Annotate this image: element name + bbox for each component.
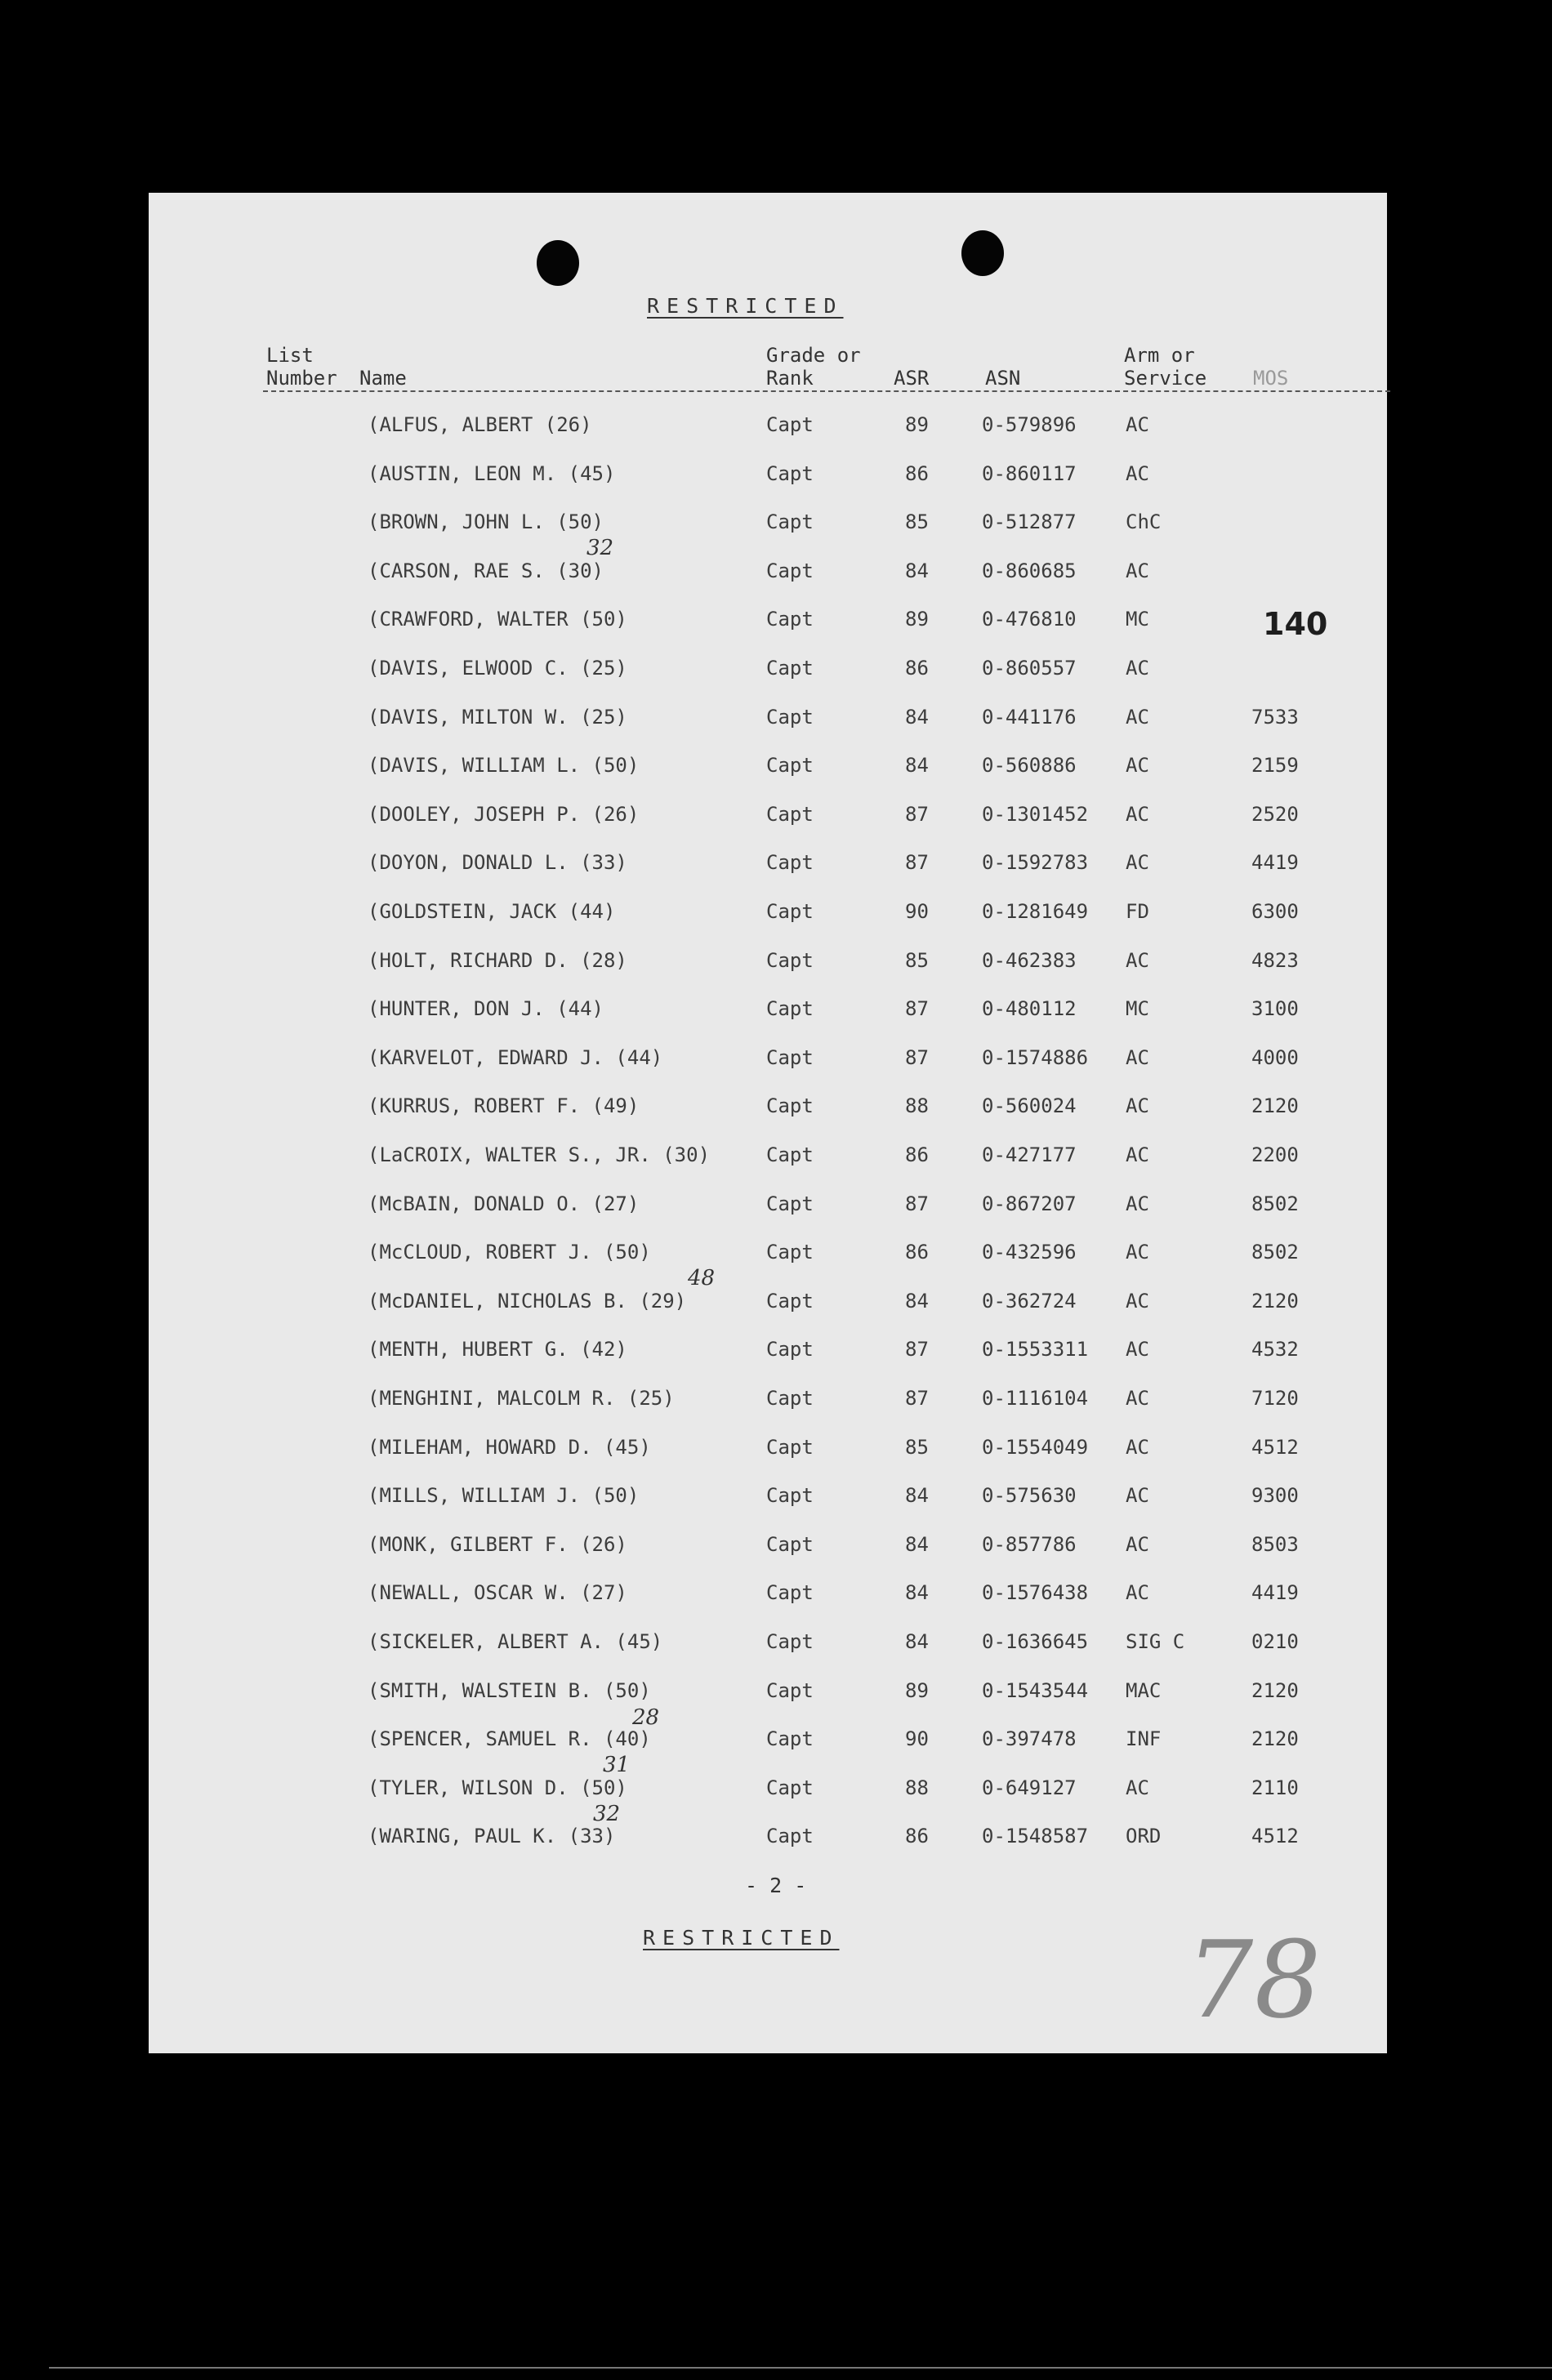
cell-asr: 87	[905, 851, 929, 875]
cell-mos: 9300	[1251, 1484, 1299, 1508]
cell-name: (KURRUS, ROBERT F. (49)	[368, 1094, 640, 1118]
cell-name: (DAVIS, MILTON W. (25)	[368, 705, 627, 729]
cell-mos: 4000	[1251, 1045, 1299, 1069]
col-asn: ASN	[985, 367, 1021, 390]
cell-name: (McCLOUD, ROBERT J. (50)	[368, 1241, 651, 1264]
cell-asn: 0-649127	[982, 1776, 1077, 1799]
cell-grade: Capt	[766, 1532, 814, 1556]
cell-arm: AC	[1126, 1435, 1149, 1459]
table-row	[149, 798, 1387, 831]
cell-asr: 85	[905, 948, 929, 972]
cell-grade: Capt	[766, 1630, 814, 1653]
cell-name: (SPENCER, SAMUEL R. (40)	[368, 1727, 651, 1751]
cell-mos: 2120	[1251, 1094, 1299, 1118]
col-grade-line2: Rank	[766, 367, 814, 390]
cell-asn: 0-476810	[982, 608, 1077, 631]
cell-asn: 0-1574886	[982, 1045, 1089, 1069]
cell-grade: Capt	[766, 1678, 814, 1702]
cell-mos: 4532	[1251, 1338, 1299, 1362]
cell-asn: 0-867207	[982, 1192, 1077, 1215]
cell-grade: Capt	[766, 1241, 814, 1264]
table-row	[149, 603, 1387, 635]
cell-asr: 84	[905, 1484, 929, 1508]
cell-asn: 0-1554049	[982, 1435, 1089, 1459]
table-row	[149, 555, 1387, 587]
cell-grade: Capt	[766, 997, 814, 1021]
cell-arm: AC	[1126, 1776, 1149, 1799]
cell-name: (MILEHAM, HOWARD D. (45)	[368, 1435, 651, 1459]
cell-asr: 87	[905, 1387, 929, 1410]
cell-mos: 2120	[1251, 1678, 1299, 1702]
cell-name: (TYLER, WILSON D. (50)	[368, 1776, 627, 1799]
table-row	[149, 1431, 1387, 1464]
cell-arm: AC	[1126, 413, 1149, 436]
cell-asr: 84	[905, 754, 929, 778]
cell-arm: AC	[1126, 1192, 1149, 1215]
table-row	[149, 1188, 1387, 1220]
cell-grade: Capt	[766, 608, 814, 631]
cell-name: (MILLS, WILLIAM J. (50)	[368, 1484, 640, 1508]
cell-grade: Capt	[766, 851, 814, 875]
cell-arm: AC	[1126, 1484, 1149, 1508]
cell-arm: AC	[1126, 1289, 1149, 1313]
cell-asn: 0-560886	[982, 754, 1077, 778]
cell-asn: 0-1636645	[982, 1630, 1089, 1653]
header-classification: RESTRICTED	[647, 294, 844, 318]
cell-name: (McDANIEL, NICHOLAS B. (29)	[368, 1289, 687, 1313]
cell-asr: 87	[905, 997, 929, 1021]
table-row	[149, 1236, 1387, 1268]
cell-mos: 2120	[1251, 1727, 1299, 1751]
cell-mos: 7533	[1251, 705, 1299, 729]
cell-asr: 84	[905, 1630, 929, 1653]
cell-grade: Capt	[766, 754, 814, 778]
cell-asn: 0-462383	[982, 948, 1077, 972]
punch-hole-right	[961, 230, 1004, 276]
cell-name: (CARSON, RAE S. (30)	[368, 559, 604, 582]
cell-arm: AC	[1126, 461, 1149, 485]
table-row	[149, 992, 1387, 1025]
cell-arm: SIG C	[1126, 1630, 1185, 1653]
cell-asr: 90	[905, 1727, 929, 1751]
cell-name: (DAVIS, ELWOOD C. (25)	[368, 657, 627, 680]
footer-classification: RESTRICTED	[643, 1926, 840, 1950]
cell-grade: Capt	[766, 1825, 814, 1848]
cell-grade: Capt	[766, 559, 814, 582]
cell-asn: 0-1592783	[982, 851, 1089, 875]
col-name: Name	[359, 367, 407, 390]
cell-grade: Capt	[766, 510, 814, 534]
cell-asr: 85	[905, 510, 929, 534]
cell-asr: 86	[905, 1241, 929, 1264]
cell-name: (MONK, GILBERT F. (26)	[368, 1532, 627, 1556]
table-row	[149, 506, 1387, 538]
correction-spencer: 28	[632, 1705, 660, 1730]
cell-asn: 0-860685	[982, 559, 1077, 582]
cell-name: (KARVELOT, EDWARD J. (44)	[368, 1045, 663, 1069]
cell-grade: Capt	[766, 948, 814, 972]
col-asr: ASR	[894, 367, 930, 390]
cell-mos: 4823	[1251, 948, 1299, 972]
cell-asr: 85	[905, 1435, 929, 1459]
cell-mos: 4419	[1251, 1581, 1299, 1605]
cell-asr: 87	[905, 802, 929, 826]
cell-asr: 86	[905, 1143, 929, 1166]
cell-mos: 7120	[1251, 1387, 1299, 1410]
page-number: - 2 -	[745, 1874, 807, 1897]
cell-grade: Capt	[766, 1094, 814, 1118]
cell-arm: ORD	[1126, 1825, 1162, 1848]
cell-mos: 2200	[1251, 1143, 1299, 1166]
cell-grade: Capt	[766, 1776, 814, 1799]
cell-asr: 84	[905, 1532, 929, 1556]
col-grade-line1: Grade or	[766, 344, 861, 367]
cell-asr: 87	[905, 1045, 929, 1069]
correction-tyler: 31	[603, 1753, 631, 1777]
document-sheet	[149, 193, 1387, 2053]
cell-name: (HUNTER, DON J. (44)	[368, 997, 604, 1021]
col-mos: MOS	[1253, 367, 1289, 390]
cell-grade: Capt	[766, 657, 814, 680]
cell-arm: AC	[1126, 1581, 1149, 1605]
cell-name: (CRAWFORD, WALTER (50)	[368, 608, 627, 631]
table-row	[149, 701, 1387, 733]
table-row	[149, 1625, 1387, 1658]
cell-asr: 84	[905, 705, 929, 729]
table-row	[149, 1576, 1387, 1609]
cell-asr: 86	[905, 461, 929, 485]
cell-grade: Capt	[766, 1387, 814, 1410]
cell-arm: AC	[1126, 657, 1149, 680]
cell-arm: ChC	[1126, 510, 1162, 534]
cell-asn: 0-1576438	[982, 1581, 1089, 1605]
cell-grade: Capt	[766, 1484, 814, 1508]
cell-name: (ALFUS, ALBERT (26)	[368, 413, 592, 436]
table-row	[149, 652, 1387, 684]
cell-mos: 6300	[1251, 900, 1299, 923]
table-row	[149, 1090, 1387, 1122]
cell-name: (SMITH, WALSTEIN B. (50)	[368, 1678, 651, 1702]
cell-asn: 0-512877	[982, 510, 1077, 534]
cell-grade: Capt	[766, 900, 814, 923]
stamped-number: 140	[1263, 606, 1328, 642]
cell-asn: 0-432596	[982, 1241, 1077, 1264]
table-row	[149, 895, 1387, 928]
cell-arm: AC	[1126, 1532, 1149, 1556]
handwritten-page-mark: 78	[1175, 1918, 1332, 2042]
cell-arm: AC	[1126, 1338, 1149, 1362]
cell-asn: 0-1281649	[982, 900, 1089, 923]
cell-asr: 86	[905, 657, 929, 680]
table-row	[149, 846, 1387, 879]
cell-grade: Capt	[766, 413, 814, 436]
cell-name: (WARING, PAUL K. (33)	[368, 1825, 616, 1848]
cell-grade: Capt	[766, 802, 814, 826]
cell-name: (NEWALL, OSCAR W. (27)	[368, 1581, 627, 1605]
cell-asn: 0-857786	[982, 1532, 1077, 1556]
cell-mos: 3100	[1251, 997, 1299, 1021]
cell-mos: 0210	[1251, 1630, 1299, 1653]
cell-grade: Capt	[766, 1045, 814, 1069]
cell-name: (BROWN, JOHN L. (50)	[368, 510, 604, 534]
cell-arm: FD	[1126, 900, 1149, 923]
cell-arm: AC	[1126, 948, 1149, 972]
cell-arm: MC	[1126, 997, 1149, 1021]
cell-name: (MENGHINI, MALCOLM R. (25)	[368, 1387, 675, 1410]
table-row	[149, 457, 1387, 490]
cell-name: (HOLT, RICHARD D. (28)	[368, 948, 627, 972]
table-row	[149, 1528, 1387, 1561]
film-edge-line	[49, 2367, 1552, 2369]
cell-asn: 0-1543544	[982, 1678, 1089, 1702]
cell-name: (DAVIS, WILLIAM L. (50)	[368, 754, 640, 778]
cell-asn: 0-480112	[982, 997, 1077, 1021]
cell-asr: 88	[905, 1094, 929, 1118]
table-row	[149, 408, 1387, 441]
col-list-number-line1: List	[266, 344, 314, 367]
cell-grade: Capt	[766, 1289, 814, 1313]
cell-asr: 89	[905, 1678, 929, 1702]
cell-grade: Capt	[766, 1338, 814, 1362]
col-arm-line2: Service	[1124, 367, 1207, 390]
cell-asn: 0-427177	[982, 1143, 1077, 1166]
cell-grade: Capt	[766, 1192, 814, 1215]
cell-mos: 2159	[1251, 754, 1299, 778]
cell-asn: 0-1301452	[982, 802, 1089, 826]
table-row	[149, 1723, 1387, 1755]
cell-mos: 2120	[1251, 1289, 1299, 1313]
cell-grade: Capt	[766, 1435, 814, 1459]
header-rule	[263, 390, 1390, 392]
cell-asn: 0-1548587	[982, 1825, 1089, 1848]
cell-mos: 4512	[1251, 1435, 1299, 1459]
cell-mos: 2110	[1251, 1776, 1299, 1799]
cell-arm: AC	[1126, 1045, 1149, 1069]
cell-arm: AC	[1126, 559, 1149, 582]
table-row	[149, 1479, 1387, 1512]
cell-arm: MC	[1126, 608, 1149, 631]
cell-mos: 8502	[1251, 1192, 1299, 1215]
table-row	[149, 1285, 1387, 1317]
cell-grade: Capt	[766, 1581, 814, 1605]
cell-asr: 84	[905, 559, 929, 582]
correction-mcdaniel: 48	[688, 1266, 716, 1290]
cell-asr: 84	[905, 1289, 929, 1313]
table-row	[149, 1139, 1387, 1171]
cell-asn: 0-575630	[982, 1484, 1077, 1508]
cell-mos: 4512	[1251, 1825, 1299, 1848]
punch-hole-left	[537, 240, 579, 286]
table-row	[149, 1820, 1387, 1852]
cell-asr: 86	[905, 1825, 929, 1848]
cell-arm: AC	[1126, 705, 1149, 729]
cell-name: (SICKELER, ALBERT A. (45)	[368, 1630, 663, 1653]
cell-grade: Capt	[766, 1727, 814, 1751]
cell-mos: 2520	[1251, 802, 1299, 826]
cell-grade: Capt	[766, 461, 814, 485]
cell-grade: Capt	[766, 705, 814, 729]
cell-arm: INF	[1126, 1727, 1162, 1751]
cell-asr: 84	[905, 1581, 929, 1605]
table-row	[149, 749, 1387, 782]
col-arm-line1: Arm or	[1124, 344, 1195, 367]
col-list-number-line2: Number	[266, 367, 337, 390]
cell-asr: 89	[905, 608, 929, 631]
cell-name: (DOOLEY, JOSEPH P. (26)	[368, 802, 640, 826]
cell-mos: 4419	[1251, 851, 1299, 875]
cell-arm: MAC	[1126, 1678, 1162, 1702]
table-row	[149, 1382, 1387, 1415]
cell-asr: 90	[905, 900, 929, 923]
cell-asn: 0-1553311	[982, 1338, 1089, 1362]
cell-arm: AC	[1126, 851, 1149, 875]
cell-asn: 0-860117	[982, 461, 1077, 485]
cell-arm: AC	[1126, 754, 1149, 778]
table-row	[149, 1772, 1387, 1804]
cell-mos: 8502	[1251, 1241, 1299, 1264]
cell-name: (LaCROIX, WALTER S., JR. (30)	[368, 1143, 711, 1166]
cell-name: (MENTH, HUBERT G. (42)	[368, 1338, 627, 1362]
cell-asn: 0-1116104	[982, 1387, 1089, 1410]
cell-grade: Capt	[766, 1143, 814, 1166]
table-row	[149, 1333, 1387, 1366]
cell-asn: 0-860557	[982, 657, 1077, 680]
cell-arm: AC	[1126, 1241, 1149, 1264]
cell-name: (GOLDSTEIN, JACK (44)	[368, 900, 616, 923]
cell-mos: 8503	[1251, 1532, 1299, 1556]
correction-carson: 32	[586, 536, 614, 560]
cell-arm: AC	[1126, 802, 1149, 826]
table-row	[149, 1674, 1387, 1707]
cell-asn: 0-441176	[982, 705, 1077, 729]
cell-name: (McBAIN, DONALD O. (27)	[368, 1192, 640, 1215]
table-row	[149, 1041, 1387, 1074]
correction-waring: 32	[593, 1802, 621, 1826]
cell-asr: 89	[905, 413, 929, 436]
cell-asr: 88	[905, 1776, 929, 1799]
table-row	[149, 944, 1387, 977]
cell-arm: AC	[1126, 1094, 1149, 1118]
cell-name: (AUSTIN, LEON M. (45)	[368, 461, 616, 485]
cell-asn: 0-560024	[982, 1094, 1077, 1118]
cell-asr: 87	[905, 1338, 929, 1362]
cell-asn: 0-362724	[982, 1289, 1077, 1313]
cell-asr: 87	[905, 1192, 929, 1215]
cell-arm: AC	[1126, 1387, 1149, 1410]
cell-asn: 0-579896	[982, 413, 1077, 436]
cell-arm: AC	[1126, 1143, 1149, 1166]
cell-asn: 0-397478	[982, 1727, 1077, 1751]
cell-name: (DOYON, DONALD L. (33)	[368, 851, 627, 875]
